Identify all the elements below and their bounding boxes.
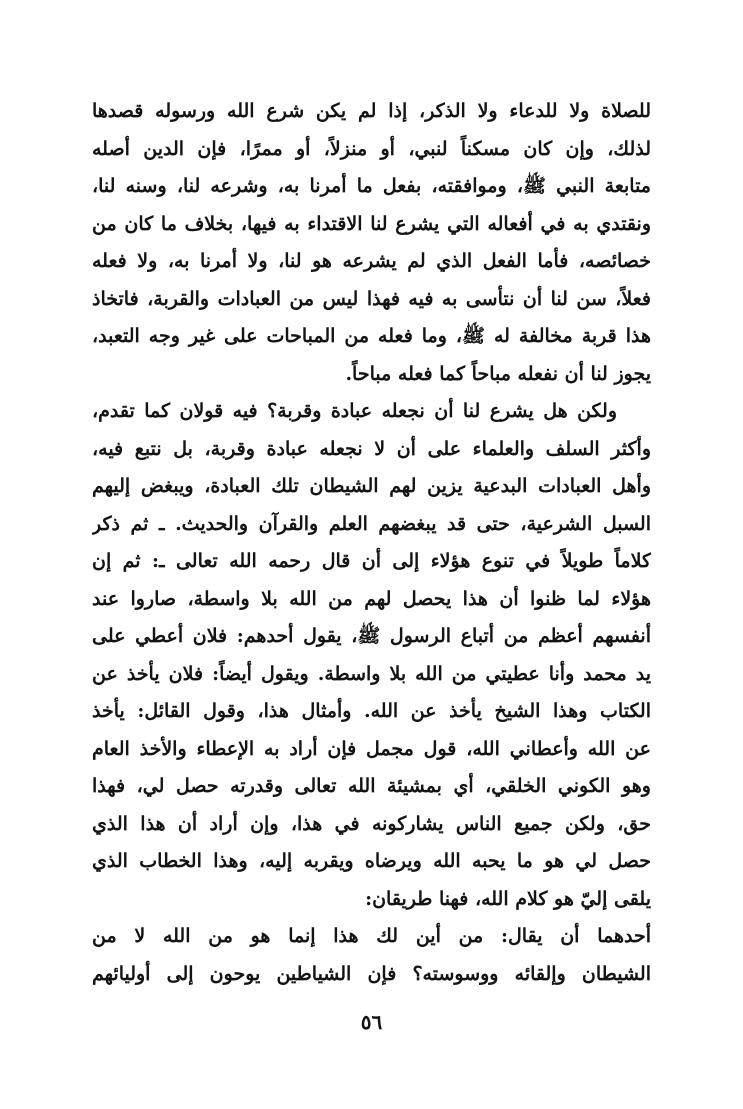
- text-line: هذا قربة مخالفة له ﷺ، وما فعله من المباحات على غير وجه التعبد،: [92, 325, 651, 347]
- text-line: وأكثر السلف والعلماء على أن لا نجعله عبادة وقربة، بل نتبع فيه،: [92, 437, 651, 460]
- text-line: حق، ولكن جميع الناس يشاركونه في هذا، وإن أراد أن هذا الذي: [92, 812, 651, 835]
- text-line: الكتاب وهذا الشيخ يأخذ عن الله. وأمثال هذا، وقول القائل: يأخذ: [92, 700, 651, 722]
- text-line: لذلك، وإن كان مسكناً لنبي، أو منزلاً، أو ممرًا، فإن الدين أصله: [92, 137, 651, 160]
- body-text: [92, 93, 651, 993]
- text-line: ونقتدي به في أفعاله التي يشرع لنا الاقتداء به فيها، بخلاف ما كان من: [92, 212, 651, 235]
- text-line: متابعة النبي ﷺ، وموافقته، بفعل ما أمرنا به، وشرعه لنا، وسنه لنا،: [92, 175, 651, 197]
- text-line: حصل لي هو ما يحبه الله ويرضاه ويقربه إليه، وهذا الخطاب الذي: [92, 850, 651, 872]
- paragraph-1: [92, 93, 651, 393]
- text-line: ولكن هل يشرع لنا أن نجعله عبادة وقربة؟ فيه قولان كما تقدم،: [92, 400, 617, 422]
- text-line: يد محمد وأنا عطيتي من الله بلا واسطة. ويقول أيضاً: فلان يأخذ عن: [92, 662, 651, 685]
- text-line: خصائصه، فأما الفعل الذي لم يشرعه هو لنا، ولا أمرنا به، ولا فعله: [92, 250, 651, 272]
- text-line: وأهل العبادات البدعية يزين لهم الشيطان تلك العبادة، ويبغض إليهم: [92, 475, 651, 497]
- text-line: هؤلاء لما ظنوا أن هذا يحصل لهم من الله بلا واسطة، صاروا عند: [92, 587, 651, 610]
- text-line: أنفسهم أعظم من أتباع الرسول ﷺ، يقول أحدهم: فلان أعطي على: [92, 625, 651, 647]
- text-line: الشيطان وإلقائه ووسوسته؟ فإن الشياطين يوحون إلى أوليائهم: [92, 962, 651, 985]
- text-line: وهو الكوني الخلقي، أي بمشيئة الله تعالى وقدرته حصل لي، فهذا: [92, 775, 651, 797]
- paragraph-3: [92, 918, 651, 993]
- page-number: ٥٦: [360, 1010, 383, 1034]
- text-line: للصلاة ولا للدعاء ولا الذكر، إذا لم يكن شرع الله ورسوله قصدها: [92, 100, 651, 122]
- text-line: عن الله وأعطاني الله، قول مجمل فإن أراد به الإعطاء والأخذ العام: [92, 737, 651, 760]
- text-line: أحدهما أن يقال: من أين لك هذا إنما هو من الله لا من: [92, 925, 651, 947]
- text-line: كلاماً طويلاً في تنوع هؤلاء إلى أن قال رحمه الله تعالى ـ: ثم إن: [92, 550, 651, 572]
- text-line: يجوز لنا أن نفعله مباحاً كما فعله مباحاً.: [345, 362, 651, 385]
- paragraph-2: [92, 393, 651, 918]
- text-line: فعلاً، سن لنا أن نتأسى به فيه فهذا ليس من العبادات والقربة، فاتخاذ: [92, 287, 651, 310]
- text-line: السبل الشرعية، حتى قد يبغضهم العلم والقرآن والحديث. ـ ثم ذكر: [92, 512, 651, 535]
- text-line: يلقى إليّ هو كلام الله، فهنا طريقان:: [365, 887, 651, 910]
